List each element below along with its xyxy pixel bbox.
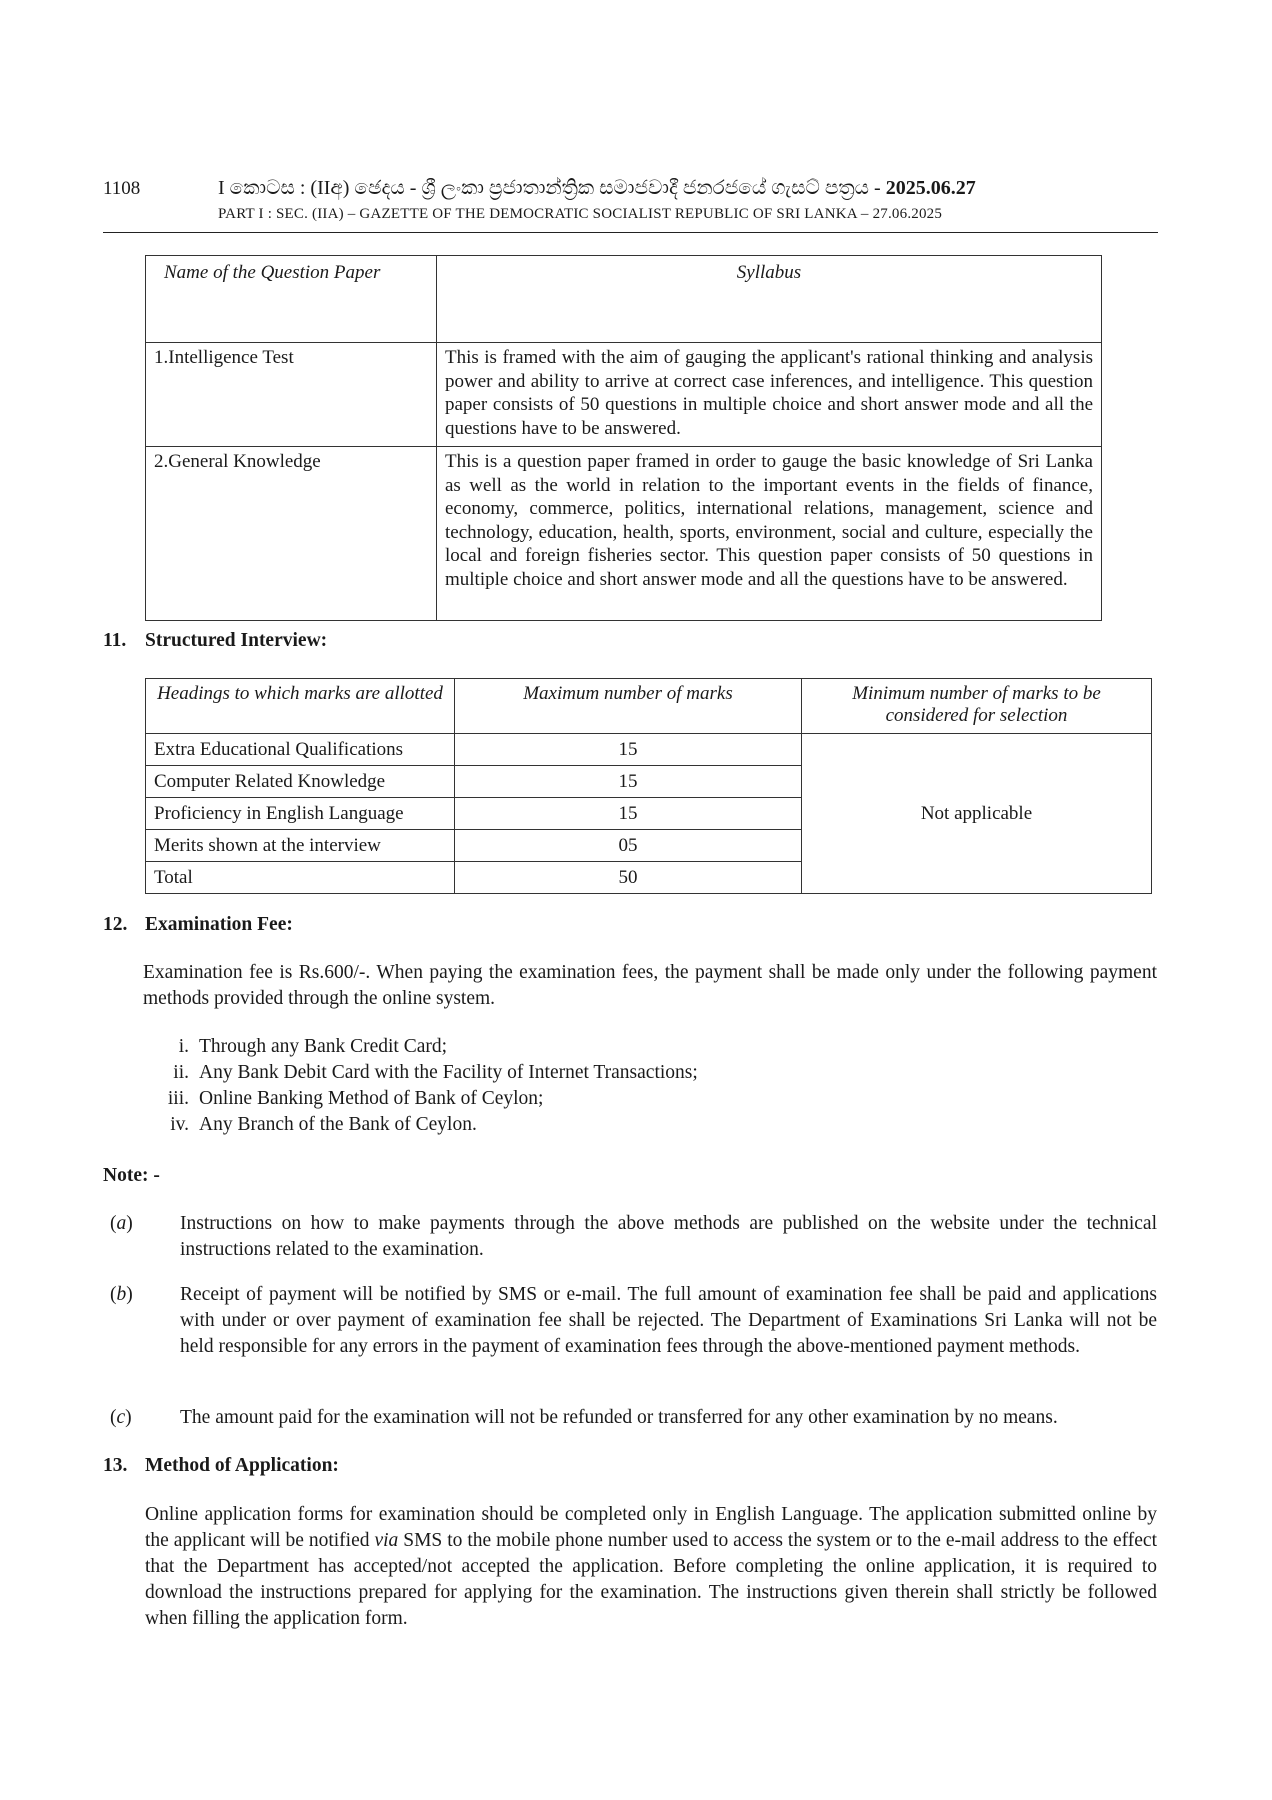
section-number: 11. bbox=[103, 630, 127, 651]
interview-table-header bbox=[146, 679, 1152, 734]
section-number: 12. bbox=[103, 914, 128, 935]
payment-methods-list bbox=[145, 1034, 698, 1138]
list-item bbox=[145, 1112, 698, 1138]
paragraph-via: via bbox=[374, 1530, 399, 1551]
heading-cell: Proficiency in English Language bbox=[146, 798, 455, 830]
note-letter: a bbox=[116, 1213, 127, 1234]
page-number: 1108 bbox=[103, 178, 141, 199]
header-title-sinhala-text: I කොටස : (IIඅ) ඡෙදය - ශ්‍රී ලංකා ප්‍රජාතාන්ත්‍රික සමාජවාදී ජනරජයේ ගැසට් පත්‍රය - bbox=[218, 177, 886, 199]
list-item bbox=[145, 1086, 698, 1112]
note-item-a bbox=[110, 1211, 1157, 1263]
list-item bbox=[145, 1060, 698, 1086]
header-title-english: PART I : SEC. (IIA) – GAZETTE OF THE DEMOCRATIC SOCIALIST REPUBLIC OF SRI LANKA – 27.06.2025 bbox=[218, 206, 943, 222]
heading-cell: Extra Educational Qualifications bbox=[146, 734, 455, 766]
list-text: Online Banking Method of Bank of Ceylon; bbox=[199, 1088, 544, 1109]
heading-cell: Merits shown at the interview bbox=[146, 830, 455, 862]
section-heading-13 bbox=[103, 1455, 339, 1477]
list-item bbox=[145, 1034, 698, 1060]
list-numeral: iii. bbox=[167, 1088, 189, 1109]
note-letter: b bbox=[116, 1284, 127, 1305]
list-numeral: i. bbox=[178, 1036, 189, 1057]
note-tag: (b) bbox=[110, 1284, 133, 1305]
note-tag: (a) bbox=[110, 1213, 133, 1234]
list-text: Through any Bank Credit Card; bbox=[199, 1036, 448, 1057]
max-marks-cell: 50 bbox=[455, 862, 802, 894]
section-title: Examination Fee: bbox=[145, 914, 293, 935]
paragraph-text-1: Online application forms for examination should be completed only in English Language. The application submitted online by the applicant will be notified bbox=[145, 1504, 1157, 1551]
max-marks-cell: 05 bbox=[455, 830, 802, 862]
max-marks-cell: 15 bbox=[455, 798, 802, 830]
interview-marks-table bbox=[145, 678, 1152, 894]
section-heading-12 bbox=[103, 914, 293, 936]
table-row bbox=[146, 734, 1152, 766]
minimum-marks-cell: Not applicable bbox=[802, 734, 1152, 894]
table-row bbox=[146, 447, 1102, 621]
syllabus-table-header bbox=[146, 256, 1102, 343]
paper-syllabus: This is a question paper framed in order to gauge the basic knowledge of Sri Lanka as well as the world in relation to the important events in the fields of finance, economy, commerce, politics, international relations, management, science and technology, education, health, sports, environment, social and culture, especially the local and foreign fisheries sector. This question paper consists of 50 questions in multiple choice and short answer mode and all the questions have to be answered. bbox=[437, 447, 1102, 621]
max-marks-cell: 15 bbox=[455, 766, 802, 798]
section-title: Structured Interview: bbox=[145, 630, 328, 651]
note-item-b bbox=[110, 1282, 1157, 1360]
section-heading-11 bbox=[103, 630, 327, 652]
column-header-question-paper: Name of the Question Paper bbox=[146, 256, 437, 343]
max-marks-cell: 15 bbox=[455, 734, 802, 766]
column-header-syllabus: Syllabus bbox=[437, 256, 1102, 343]
list-numeral: iv. bbox=[170, 1114, 189, 1135]
list-numeral: ii. bbox=[173, 1062, 189, 1083]
application-method-paragraph bbox=[145, 1502, 1157, 1632]
note-text: Instructions on how to make payments through the above methods are published on the website under the technical instructions related to the examination. bbox=[180, 1213, 1157, 1260]
examination-fee-paragraph: Examination fee is Rs.600/-. When paying the examination fees, the payment shall be made only under the following payment methods provided through the online system. bbox=[143, 962, 1157, 1009]
column-header-minimum: Minimum number of marks to be considered for selection bbox=[802, 679, 1152, 734]
heading-cell: Total bbox=[146, 862, 455, 894]
note-tag: (c) bbox=[110, 1407, 132, 1428]
heading-cell: Computer Related Knowledge bbox=[146, 766, 455, 798]
section-number: 13. bbox=[103, 1455, 128, 1476]
list-text: Any Branch of the Bank of Ceylon. bbox=[199, 1114, 477, 1135]
note-item-c bbox=[110, 1405, 1157, 1431]
column-header-maximum: Maximum number of marks bbox=[455, 679, 802, 734]
column-header-headings: Headings to which marks are allotted bbox=[146, 679, 455, 734]
note-text: Receipt of payment will be notified by SMS or e-mail. The full amount of examination fee shall be paid and applications with under or over payment of examination fee shall be rejected. The Department of Examinations Sri Lanka will not be held responsible for any errors in the payment of examination fees through the above-mentioned payment methods. bbox=[180, 1284, 1157, 1357]
paragraph-text-2: SMS to the mobile phone number used to access the system or to the e-mail address to the effect that the Department has accepted/not accepted the application. Before completing the online application, it is required to download the instructions prepared for applying for the examination. The instructions given therein shall strictly be followed when filling the application form. bbox=[145, 1530, 1157, 1629]
note-text: The amount paid for the examination will not be refunded or transferred for any other examination by no means. bbox=[180, 1407, 1058, 1428]
syllabus-table bbox=[145, 255, 1102, 621]
note-letter: c bbox=[116, 1407, 126, 1428]
paper-name: 2.General Knowledge bbox=[146, 447, 437, 621]
table-row bbox=[146, 343, 1102, 447]
list-text: Any Bank Debit Card with the Facility of Internet Transactions; bbox=[199, 1062, 698, 1083]
header-title-sinhala bbox=[218, 177, 1138, 200]
paper-name: 1.Intelligence Test bbox=[146, 343, 437, 447]
section-title: Method of Application: bbox=[145, 1455, 339, 1476]
header-date: 2025.06.27 bbox=[885, 177, 976, 199]
note-label: Note: - bbox=[103, 1165, 160, 1186]
paper-syllabus: This is framed with the aim of gauging the applicant's rational thinking and analysis power and ability to arrive at correct case inferences, and intelligence. This question paper consists of 50 questions in multiple choice and short answer mode and all the questions have to be answered. bbox=[437, 343, 1102, 447]
header-divider bbox=[103, 232, 1158, 233]
